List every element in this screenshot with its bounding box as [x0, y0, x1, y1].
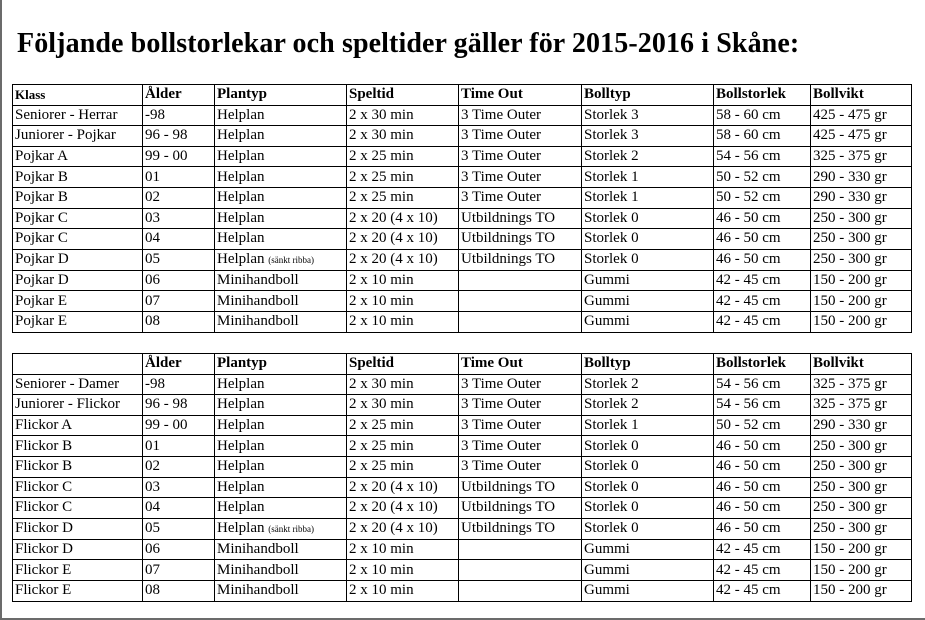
cell-alder: 03	[143, 208, 215, 229]
cell-bolltyp: Storlek 3	[582, 126, 714, 147]
cell-klass: Pojkar B	[13, 187, 143, 208]
header-bolltyp: Bolltyp	[582, 354, 714, 375]
cell-bollstorlek: 46 - 50 cm	[714, 498, 811, 519]
cell-klass: Flickor D	[13, 539, 143, 560]
header-speltid: Speltid	[347, 85, 459, 106]
cell-speltid: 2 x 10 min	[347, 560, 459, 581]
cell-alder: 07	[143, 560, 215, 581]
cell-alder: -98	[143, 374, 215, 395]
cell-bollvikt: 250 - 300 gr	[811, 229, 912, 250]
cell-speltid: 2 x 30 min	[347, 126, 459, 147]
cell-timeout: Utbildnings TO	[459, 498, 582, 519]
cell-bollvikt: 150 - 200 gr	[811, 580, 912, 601]
cell-klass: Pojkar E	[13, 291, 143, 312]
cell-alder: 05	[143, 249, 215, 270]
plantyp-text: Minihandboll	[217, 292, 299, 309]
cell-bollvikt: 250 - 300 gr	[811, 518, 912, 539]
cell-bollstorlek: 46 - 50 cm	[714, 436, 811, 457]
cell-plantyp	[215, 126, 347, 147]
plantyp-text: Helplan	[217, 375, 265, 392]
cell-timeout: 3 Time Outer	[459, 167, 582, 188]
cell-bollvikt: 325 - 375 gr	[811, 395, 912, 416]
cell-bolltyp: Storlek 2	[582, 146, 714, 167]
plantyp-text: Helplan	[217, 458, 265, 475]
table-row	[13, 311, 912, 332]
cell-speltid: 2 x 10 min	[347, 311, 459, 332]
plantyp-text: Helplan	[217, 499, 265, 516]
cell-bollstorlek: 42 - 45 cm	[714, 580, 811, 601]
cell-bolltyp: Gummi	[582, 580, 714, 601]
table-row	[13, 208, 912, 229]
cell-plantyp	[215, 560, 347, 581]
plantyp-text: Minihandboll	[217, 272, 299, 289]
cell-bollvikt: 150 - 200 gr	[811, 270, 912, 291]
cell-bollstorlek: 54 - 56 cm	[714, 374, 811, 395]
cell-alder: 02	[143, 456, 215, 477]
header-timeout: Time Out	[459, 354, 582, 375]
cell-speltid: 2 x 30 min	[347, 374, 459, 395]
cell-timeout: Utbildnings TO	[459, 208, 582, 229]
table-row	[13, 456, 912, 477]
cell-klass: Flickor C	[13, 477, 143, 498]
cell-timeout	[459, 270, 582, 291]
header-alder: Ålder	[143, 85, 215, 106]
cell-bollvikt: 290 - 330 gr	[811, 167, 912, 188]
cell-klass: Pojkar C	[13, 208, 143, 229]
header-bollstorlek: Bollstorlek	[714, 85, 811, 106]
cell-bolltyp: Storlek 2	[582, 395, 714, 416]
cell-klass: Pojkar C	[13, 229, 143, 250]
plantyp-text: Helplan	[217, 189, 265, 206]
cell-bolltyp: Gummi	[582, 291, 714, 312]
cell-bolltyp: Storlek 3	[582, 105, 714, 126]
table-row	[13, 187, 912, 208]
header-plantyp: Plantyp	[215, 85, 347, 106]
cell-bolltyp: Storlek 0	[582, 436, 714, 457]
cell-bolltyp: Storlek 0	[582, 208, 714, 229]
header-bolltyp: Bolltyp	[582, 85, 714, 106]
plantyp-text: Helplan	[217, 396, 265, 413]
cell-plantyp	[215, 187, 347, 208]
cell-klass: Juniorer - Pojkar	[13, 126, 143, 147]
table-row	[13, 436, 912, 457]
cell-bollstorlek: 50 - 52 cm	[714, 187, 811, 208]
cell-klass: Flickor B	[13, 436, 143, 457]
table-header-row	[13, 354, 912, 375]
plantyp-text: Minihandboll	[217, 541, 299, 558]
plantyp-text: Helplan	[217, 168, 265, 185]
cell-bollstorlek: 58 - 60 cm	[714, 105, 811, 126]
cell-plantyp	[215, 105, 347, 126]
table-row	[13, 477, 912, 498]
cell-bollvikt: 425 - 475 gr	[811, 105, 912, 126]
cell-klass: Flickor A	[13, 415, 143, 436]
header-klass	[13, 354, 143, 375]
header-timeout: Time Out	[459, 85, 582, 106]
cell-speltid: 2 x 20 (4 x 10)	[347, 498, 459, 519]
cell-plantyp	[215, 456, 347, 477]
page-left-border	[0, 0, 2, 620]
cell-bollstorlek: 54 - 56 cm	[714, 395, 811, 416]
cell-klass: Pojkar A	[13, 146, 143, 167]
cell-bollvikt: 290 - 330 gr	[811, 415, 912, 436]
cell-bolltyp: Storlek 1	[582, 187, 714, 208]
table-row	[13, 270, 912, 291]
table-row	[13, 146, 912, 167]
cell-speltid: 2 x 25 min	[347, 415, 459, 436]
plantyp-text: Helplan	[217, 148, 265, 165]
table-row	[13, 229, 912, 250]
cell-bollvikt: 325 - 375 gr	[811, 146, 912, 167]
cell-plantyp	[215, 395, 347, 416]
cell-bollstorlek: 46 - 50 cm	[714, 477, 811, 498]
cell-bollstorlek: 42 - 45 cm	[714, 539, 811, 560]
cell-alder: 96 - 98	[143, 395, 215, 416]
cell-bollstorlek: 46 - 50 cm	[714, 229, 811, 250]
cell-plantyp	[215, 249, 347, 270]
plantyp-text: Helplan	[217, 417, 265, 434]
cell-klass: Flickor E	[13, 580, 143, 601]
cell-klass: Flickor B	[13, 456, 143, 477]
cell-klass: Flickor C	[13, 498, 143, 519]
plantyp-text: Helplan	[217, 519, 265, 536]
header-alder: Ålder	[143, 354, 215, 375]
table-row	[13, 126, 912, 147]
table-row	[13, 105, 912, 126]
cell-bollstorlek: 42 - 45 cm	[714, 270, 811, 291]
cell-bollvikt: 150 - 200 gr	[811, 291, 912, 312]
table-row	[13, 580, 912, 601]
boys-table	[12, 84, 912, 333]
cell-bolltyp: Gummi	[582, 539, 714, 560]
cell-bollvikt: 250 - 300 gr	[811, 249, 912, 270]
table-row	[13, 518, 912, 539]
cell-timeout: Utbildnings TO	[459, 518, 582, 539]
plantyp-text: Minihandboll	[217, 582, 299, 599]
table-row	[13, 291, 912, 312]
cell-timeout: 3 Time Outer	[459, 126, 582, 147]
header-klass: Klass	[13, 85, 143, 106]
table-row	[13, 395, 912, 416]
cell-bollvikt: 250 - 300 gr	[811, 208, 912, 229]
cell-timeout: 3 Time Outer	[459, 105, 582, 126]
table-row	[13, 539, 912, 560]
cell-plantyp	[215, 208, 347, 229]
cell-speltid: 2 x 10 min	[347, 539, 459, 560]
cell-bollstorlek: 42 - 45 cm	[714, 311, 811, 332]
cell-bollstorlek: 46 - 50 cm	[714, 518, 811, 539]
cell-bolltyp: Storlek 0	[582, 249, 714, 270]
cell-bollstorlek: 50 - 52 cm	[714, 415, 811, 436]
table-row	[13, 249, 912, 270]
cell-alder: 99 - 00	[143, 146, 215, 167]
cell-speltid: 2 x 30 min	[347, 105, 459, 126]
cell-alder: 06	[143, 539, 215, 560]
cell-plantyp	[215, 374, 347, 395]
table-row	[13, 560, 912, 581]
cell-bollvikt: 250 - 300 gr	[811, 456, 912, 477]
cell-plantyp	[215, 270, 347, 291]
cell-timeout: Utbildnings TO	[459, 229, 582, 250]
plantyp-note: (sänkt ribba)	[268, 254, 314, 265]
cell-bolltyp: Storlek 0	[582, 229, 714, 250]
cell-klass: Pojkar D	[13, 249, 143, 270]
cell-bollvikt: 250 - 300 gr	[811, 477, 912, 498]
cell-timeout: 3 Time Outer	[459, 187, 582, 208]
cell-bolltyp: Storlek 1	[582, 167, 714, 188]
cell-klass: Pojkar B	[13, 167, 143, 188]
cell-klass: Pojkar D	[13, 270, 143, 291]
cell-alder: 08	[143, 311, 215, 332]
cell-plantyp	[215, 415, 347, 436]
cell-timeout: 3 Time Outer	[459, 456, 582, 477]
cell-klass: Flickor E	[13, 560, 143, 581]
cell-plantyp	[215, 539, 347, 560]
cell-klass: Pojkar E	[13, 311, 143, 332]
cell-bolltyp: Storlek 1	[582, 415, 714, 436]
cell-bollvikt: 150 - 200 gr	[811, 539, 912, 560]
cell-plantyp	[215, 229, 347, 250]
plantyp-text: Helplan	[217, 478, 265, 495]
plantyp-text: Helplan	[217, 230, 265, 247]
cell-bollvikt: 150 - 200 gr	[811, 560, 912, 581]
cell-speltid: 2 x 10 min	[347, 580, 459, 601]
cell-bollvikt: 425 - 475 gr	[811, 126, 912, 147]
cell-speltid: 2 x 25 min	[347, 187, 459, 208]
cell-bollstorlek: 54 - 56 cm	[714, 146, 811, 167]
plantyp-text: Minihandboll	[217, 313, 299, 330]
cell-speltid: 2 x 25 min	[347, 146, 459, 167]
cell-bolltyp: Gummi	[582, 270, 714, 291]
cell-alder: 03	[143, 477, 215, 498]
cell-bollvikt: 290 - 330 gr	[811, 187, 912, 208]
cell-speltid: 2 x 20 (4 x 10)	[347, 477, 459, 498]
cell-bollstorlek: 46 - 50 cm	[714, 249, 811, 270]
cell-timeout	[459, 560, 582, 581]
cell-alder: 01	[143, 436, 215, 457]
cell-plantyp	[215, 291, 347, 312]
cell-timeout: 3 Time Outer	[459, 436, 582, 457]
cell-bolltyp: Gummi	[582, 560, 714, 581]
table-row	[13, 498, 912, 519]
table-header-row	[13, 85, 912, 106]
cell-plantyp	[215, 518, 347, 539]
cell-klass: Flickor D	[13, 518, 143, 539]
header-bollvikt: Bollvikt	[811, 85, 912, 106]
cell-klass: Seniorer - Damer	[13, 374, 143, 395]
cell-bollvikt: 250 - 300 gr	[811, 498, 912, 519]
cell-plantyp	[215, 477, 347, 498]
cell-plantyp	[215, 436, 347, 457]
cell-bollstorlek: 46 - 50 cm	[714, 208, 811, 229]
cell-speltid: 2 x 30 min	[347, 395, 459, 416]
table-row	[13, 167, 912, 188]
cell-bolltyp: Gummi	[582, 311, 714, 332]
cell-alder: 07	[143, 291, 215, 312]
cell-alder: 01	[143, 167, 215, 188]
cell-timeout: Utbildnings TO	[459, 477, 582, 498]
plantyp-note: (sänkt ribba)	[268, 523, 314, 534]
cell-speltid: 2 x 20 (4 x 10)	[347, 518, 459, 539]
plantyp-text: Helplan	[217, 106, 265, 123]
cell-plantyp	[215, 498, 347, 519]
cell-alder: 05	[143, 518, 215, 539]
cell-speltid: 2 x 25 min	[347, 167, 459, 188]
cell-alder: 02	[143, 187, 215, 208]
cell-timeout: 3 Time Outer	[459, 415, 582, 436]
cell-plantyp	[215, 580, 347, 601]
cell-bollstorlek: 42 - 45 cm	[714, 291, 811, 312]
cell-timeout	[459, 580, 582, 601]
cell-bolltyp: Storlek 0	[582, 518, 714, 539]
cell-bollvikt: 150 - 200 gr	[811, 311, 912, 332]
cell-bollstorlek: 50 - 52 cm	[714, 167, 811, 188]
table-row	[13, 415, 912, 436]
cell-alder: 04	[143, 229, 215, 250]
plantyp-text: Helplan	[217, 127, 265, 144]
cell-speltid: 2 x 10 min	[347, 291, 459, 312]
plantyp-text: Helplan	[217, 437, 265, 454]
cell-klass: Juniorer - Flickor	[13, 395, 143, 416]
cell-alder: 96 - 98	[143, 126, 215, 147]
cell-bollstorlek: 58 - 60 cm	[714, 126, 811, 147]
cell-plantyp	[215, 167, 347, 188]
cell-timeout	[459, 311, 582, 332]
cell-timeout: 3 Time Outer	[459, 395, 582, 416]
cell-bollvikt: 325 - 375 gr	[811, 374, 912, 395]
cell-bolltyp: Storlek 0	[582, 456, 714, 477]
cell-bollstorlek: 46 - 50 cm	[714, 456, 811, 477]
cell-timeout: 3 Time Outer	[459, 374, 582, 395]
header-speltid: Speltid	[347, 354, 459, 375]
cell-speltid: 2 x 10 min	[347, 270, 459, 291]
cell-alder: -98	[143, 105, 215, 126]
cell-plantyp	[215, 311, 347, 332]
plantyp-text: Helplan	[217, 209, 265, 226]
cell-speltid: 2 x 25 min	[347, 436, 459, 457]
cell-klass: Seniorer - Herrar	[13, 105, 143, 126]
header-bollstorlek: Bollstorlek	[714, 354, 811, 375]
cell-bolltyp: Storlek 0	[582, 477, 714, 498]
header-bollvikt: Bollvikt	[811, 354, 912, 375]
girls-table	[12, 353, 912, 602]
cell-timeout	[459, 291, 582, 312]
cell-speltid: 2 x 25 min	[347, 456, 459, 477]
cell-alder: 08	[143, 580, 215, 601]
header-plantyp: Plantyp	[215, 354, 347, 375]
cell-alder: 04	[143, 498, 215, 519]
cell-alder: 06	[143, 270, 215, 291]
cell-timeout: 3 Time Outer	[459, 146, 582, 167]
cell-timeout	[459, 539, 582, 560]
cell-bolltyp: Storlek 0	[582, 498, 714, 519]
cell-speltid: 2 x 20 (4 x 10)	[347, 208, 459, 229]
cell-bollstorlek: 42 - 45 cm	[714, 560, 811, 581]
plantyp-text: Helplan	[217, 250, 265, 267]
cell-alder: 99 - 00	[143, 415, 215, 436]
cell-timeout: Utbildnings TO	[459, 249, 582, 270]
cell-bollvikt: 250 - 300 gr	[811, 436, 912, 457]
page-title: Följande bollstorlekar och speltider gäller för 2015-2016 i Skåne:	[17, 28, 800, 59]
cell-plantyp	[215, 146, 347, 167]
cell-bolltyp: Storlek 2	[582, 374, 714, 395]
table-row	[13, 374, 912, 395]
cell-speltid: 2 x 20 (4 x 10)	[347, 229, 459, 250]
cell-speltid: 2 x 20 (4 x 10)	[347, 249, 459, 270]
plantyp-text: Minihandboll	[217, 561, 299, 578]
